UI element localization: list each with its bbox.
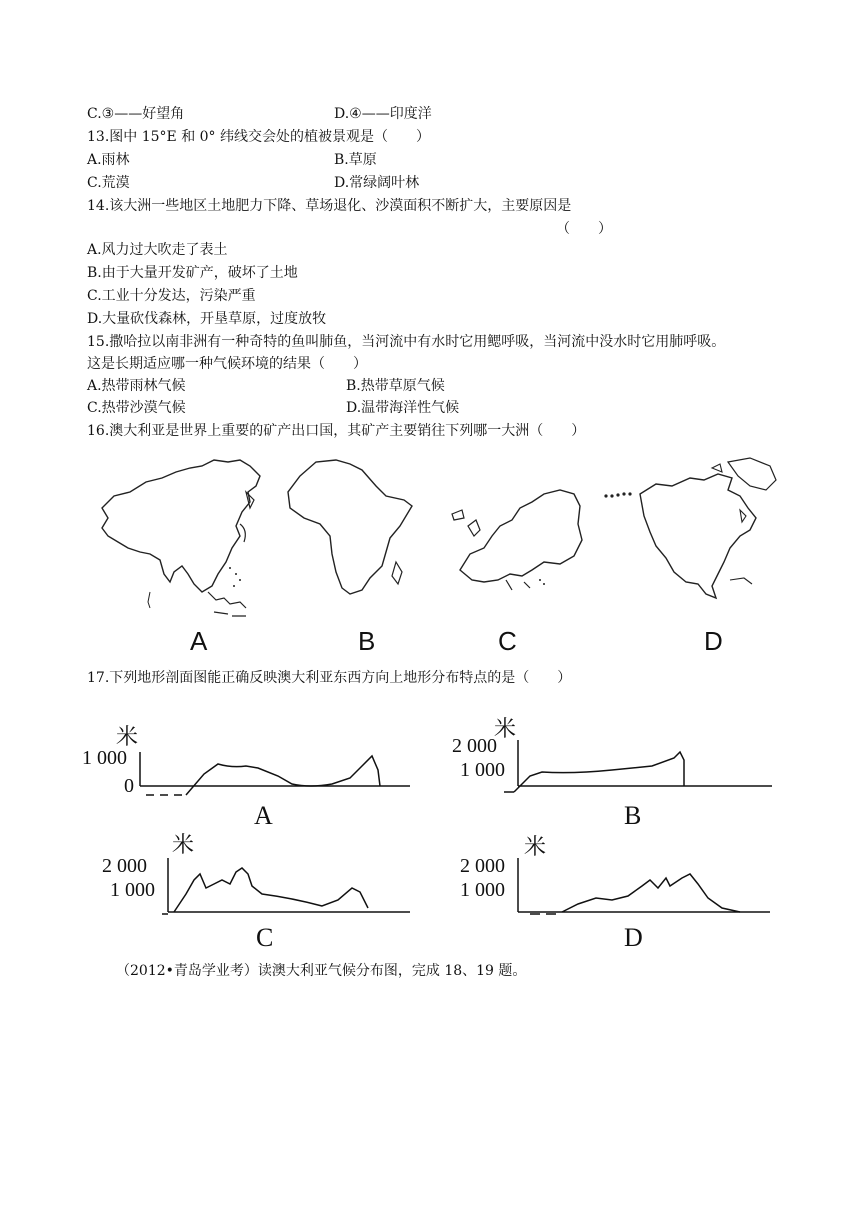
q15-stem-line2: 这是长期适应哪一种气候环境的结果（ ） — [87, 356, 367, 372]
profile-d-label: D — [624, 923, 643, 952]
q14-answer-bracket: （ ） — [556, 221, 612, 237]
map-label-c: C — [498, 626, 517, 656]
q13-option-a: A.雨林 — [87, 152, 130, 168]
q13-option-b: B.草原 — [334, 152, 377, 168]
profile-b-label: B — [624, 801, 642, 830]
profile-a — [82, 718, 412, 833]
profile-c — [102, 828, 412, 953]
profile-c-tick-2: 1 000 — [110, 879, 155, 901]
profile-a-tick-2: 0 — [124, 775, 134, 797]
europe-map-icon — [440, 484, 590, 594]
q13-option-c: C.荒漠 — [87, 175, 130, 191]
q17-stem: 17.下列地形剖面图能正确反映澳大利亚东西方向上地形分布特点的是（ ） — [87, 670, 572, 686]
q14-option-a: A.风力过大吹走了表土 — [87, 242, 228, 258]
q13-stem: 13.图中 15°E 和 0° 纬线交会处的植被景观是（ ） — [87, 129, 431, 145]
map-label-d: D — [704, 626, 723, 656]
profile-a-unit: 米 — [116, 725, 139, 750]
q13-option-d: D.常绿阔叶林 — [334, 175, 420, 191]
q12-option-c: C.③——好望角 — [87, 106, 185, 122]
north-america-map-icon — [600, 454, 785, 609]
profile-d — [460, 828, 780, 953]
q12-option-d: D.④——印度洋 — [334, 106, 432, 122]
profile-d-unit: 米 — [524, 835, 547, 860]
profile-b-tick-1: 2 000 — [452, 735, 497, 757]
q14-option-b: B.由于大量开发矿产，破坏了土地 — [87, 265, 298, 281]
profile-b — [452, 712, 782, 832]
profile-c-unit: 米 — [172, 833, 195, 858]
q14-stem: 14.该大洲一些地区土地肥力下降、草场退化、沙漠面积不断扩大，主要原因是 — [87, 198, 572, 214]
q15-option-a: A.热带雨林气候 — [87, 378, 186, 394]
profile-d-tick-2: 1 000 — [460, 879, 505, 901]
q15-option-c: C.热带沙漠气候 — [87, 400, 186, 416]
profile-c-tick-1: 2 000 — [102, 855, 147, 877]
africa-map-icon — [280, 454, 420, 604]
q15-stem-line1: 15.撒哈拉以南非洲有一种奇特的鱼叫肺鱼，当河流中有水时它用鳃呼吸，当河流中没水时它用肺呼吸。 — [87, 334, 726, 350]
map-label-a: A — [190, 626, 208, 656]
profile-b-tick-2: 1 000 — [460, 759, 505, 781]
q15-option-b: B.热带草原气候 — [346, 378, 445, 394]
q16-stem: 16.澳大利亚是世界上重要的矿产出口国，其矿产主要销往下列哪一大洲（ ） — [87, 423, 586, 439]
profile-c-label: C — [256, 923, 274, 952]
q18-19-intro: （2012•青岛学业考）读澳大利亚气候分布图，完成 18、19 题。 — [116, 963, 527, 979]
q14-option-c: C.工业十分发达，污染严重 — [87, 288, 256, 304]
profile-b-unit: 米 — [494, 717, 517, 742]
map-label-b: B — [358, 626, 376, 656]
asia-map-icon — [90, 452, 270, 622]
q14-option-d: D.大量砍伐森林，开垦草原，过度放牧 — [87, 311, 327, 327]
profile-a-label: A — [254, 801, 273, 830]
profile-d-tick-1: 2 000 — [460, 855, 505, 877]
profile-a-tick-1: 1 000 — [82, 747, 127, 769]
q15-option-d: D.温带海洋性气候 — [346, 400, 460, 416]
